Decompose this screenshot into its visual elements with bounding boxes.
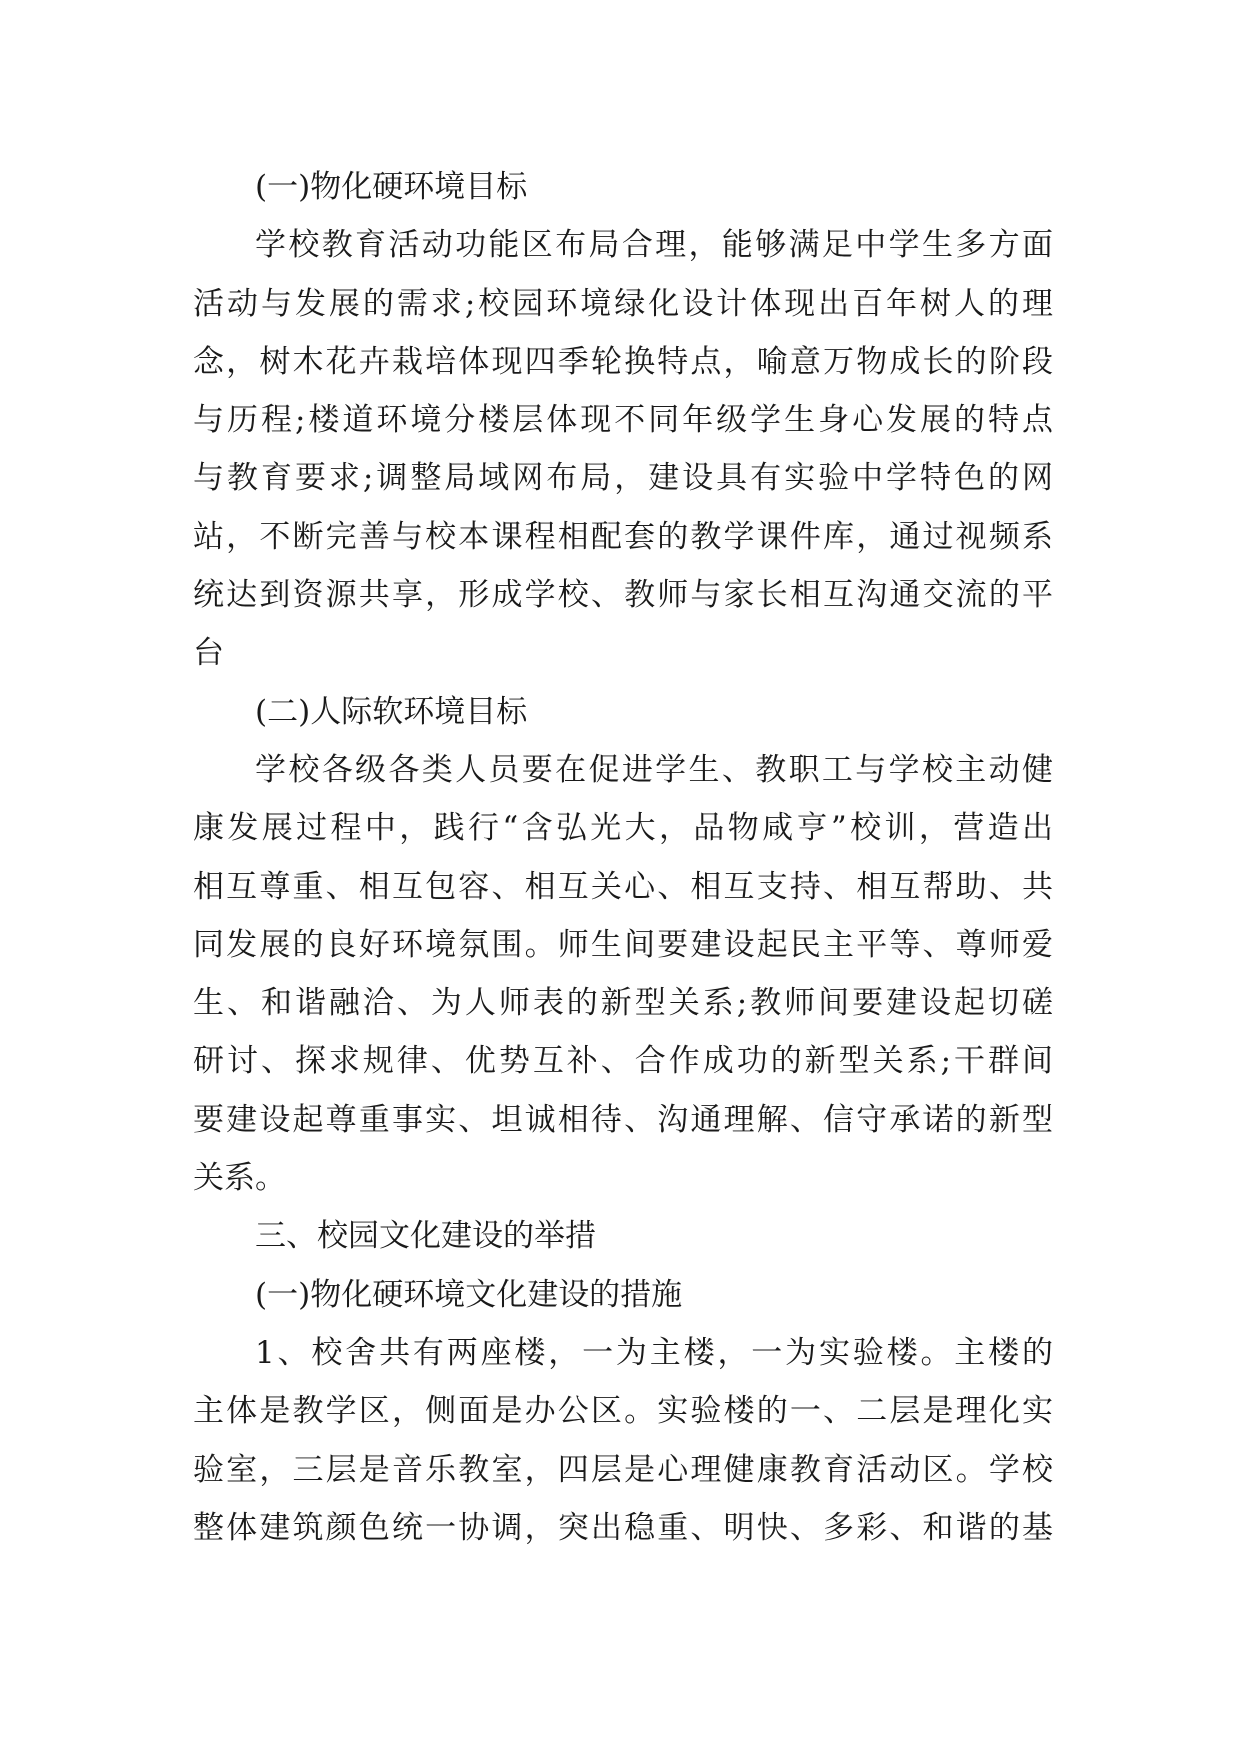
heading-physical-culture-measures	[193, 1266, 1053, 1324]
text-line: (二)人际软环境目标	[255, 693, 528, 730]
text-line: (一)物化硬环境文化建设的措施	[255, 1276, 683, 1313]
text-line: 康发展过程中，践行“含弘光大，品物咸亨”校训，营造出	[193, 810, 1053, 847]
text-line: 关系。	[193, 1160, 286, 1197]
text-line: 统达到资源共享，形成学校、教师与家长相互沟通交流的平	[193, 577, 1053, 614]
text-line: 要建设起尊重事实、坦诚相待、沟通理解、信守承诺的新型	[193, 1101, 1053, 1138]
heading-interpersonal-environment-goal	[193, 683, 1053, 741]
text-line: 验室，三层是音乐教室，四层是心理健康教育活动区。学校	[193, 1451, 1053, 1488]
text-line: 念，树木花卉栽培体现四季轮换特点，喻意万物成长的阶段	[193, 343, 1053, 380]
text-line: 与历程;楼道环境分楼层体现不同年级学生身心发展的特点	[193, 402, 1053, 439]
text-line: 学校教育活动功能区布局合理，能够满足中学生多方面	[255, 227, 1053, 264]
text-line: 站，不断完善与校本课程相配套的教学课件库，通过视频系	[193, 518, 1053, 555]
paragraph-interpersonal-environment	[193, 741, 1053, 1207]
text-line: 与教育要求;调整局域网布局，建设具有实验中学特色的网	[193, 460, 1053, 497]
text-line: 学校各级各类人员要在促进学生、教职工与学校主动健	[255, 751, 1053, 788]
paragraph-buildings	[193, 1324, 1053, 1557]
heading-physical-environment-goal	[193, 158, 1053, 216]
heading-campus-culture-measures	[193, 1207, 1053, 1265]
text-line: 活动与发展的需求;校园环境绿化设计体现出百年树人的理	[193, 285, 1053, 322]
text-line: 整体建筑颜色统一协调，突出稳重、明快、多彩、和谐的基	[193, 1509, 1053, 1546]
text-line: 台	[193, 635, 224, 672]
text-line: 相互尊重、相互包容、相互关心、相互支持、相互帮助、共	[193, 868, 1053, 905]
paragraph-physical-environment	[193, 216, 1053, 682]
text-line: 研讨、探求规律、优势互补、合作成功的新型关系;干群间	[193, 1043, 1053, 1080]
document-page	[193, 158, 1053, 1557]
text-line: 1、校舍共有两座楼，一为主楼，一为实验楼。主楼的	[255, 1334, 1053, 1371]
text-line: 三、校园文化建设的举措	[255, 1218, 596, 1255]
text-line: 生、和谐融洽、为人师表的新型关系;教师间要建设起切磋	[193, 985, 1053, 1022]
text-line: (一)物化硬环境目标	[255, 169, 528, 205]
text-line: 主体是教学区，侧面是办公区。实验楼的一、二层是理化实	[193, 1393, 1053, 1430]
text-line: 同发展的良好环境氛围。师生间要建设起民主平等、尊师爱	[193, 926, 1053, 963]
